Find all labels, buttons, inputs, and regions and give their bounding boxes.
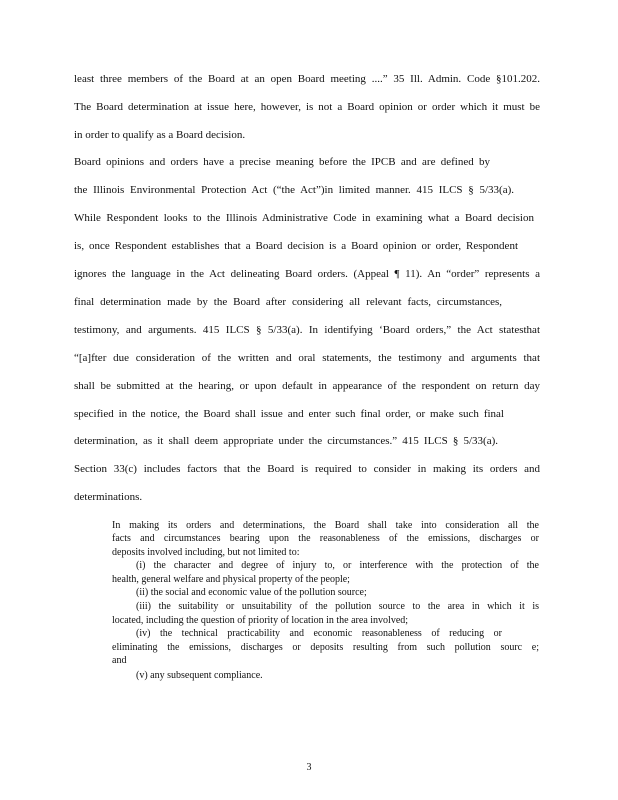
quote-line: located, including the question of priority of location in the area involved; xyxy=(112,615,409,626)
body-line: Board opinions and orders have a precise meaning before the IPCB and are defined by xyxy=(74,156,490,168)
body-line: Section 33(c) includes factors that the Board is required to consider in making its orders and xyxy=(74,463,540,475)
quote-line: (i) the character and degree of injury to, or interference with the protection of the xyxy=(136,560,539,571)
quote-line: In making its orders and determinations, the Board shall take into consideration all the xyxy=(112,520,539,531)
body-line: specified in the notice, the Board shall issue and enter such final order, or make such final xyxy=(74,408,504,420)
body-line: The Board determination at issue here, however, is not a Board opinion or order which it must be xyxy=(74,101,540,113)
body-line: shall be submitted at the hearing, or upon default in appearance of the respondent on return day xyxy=(74,380,540,392)
body-line: testimony, and arguments. 415 ILCS § 5/33(a). In identifying ‘Board orders,” the Act statesthat xyxy=(74,324,540,336)
quote-line: health, general welfare and physical property of the people; xyxy=(112,574,350,585)
quote-line: (ii) the social and economic value of the pollution source; xyxy=(136,587,367,598)
body-line: final determination made by the Board after considering all relevant facts, circumstances, xyxy=(74,296,502,308)
body-line: is, once Respondent establishes that a Board decision is a Board opinion or order, Respondent xyxy=(74,240,518,252)
body-line: determination, as it shall deem appropriate under the circumstances.” 415 ILCS § 5/33(a). xyxy=(74,435,498,447)
page-number: 3 xyxy=(306,762,312,773)
quote-line: (iv) the technical practicability and economic reasonableness of reducing or xyxy=(136,628,502,639)
body-line: determinations. xyxy=(74,491,143,503)
quote-line: deposits involved including, but not limited to: xyxy=(112,547,300,558)
body-line: least three members of the Board at an open Board meeting ....” 35 Ill. Admin. Code §101.202. xyxy=(74,73,540,85)
body-line: While Respondent looks to the Illinois Administrative Code in examining what a Board decision xyxy=(74,212,534,224)
quote-line: (iii) the suitability or unsuitability of the pollution source to the area in which it is xyxy=(136,601,539,612)
quote-line: facts and circumstances bearing upon the reasonableness of the emissions, discharges or xyxy=(112,533,539,544)
quote-line: eliminating the emissions, discharges or deposits resulting from such pollution sourc e; xyxy=(112,642,539,653)
body-line: “[a]fter due consideration of the written and oral statements, the testimony and arguments that xyxy=(74,352,540,364)
body-line: in order to qualify as a Board decision. xyxy=(74,129,246,141)
quote-line: (v) any subsequent compliance. xyxy=(136,670,263,681)
quote-line: and xyxy=(112,655,127,666)
body-line: the Illinois Environmental Protection Act (“the Act”)in limited manner. 415 ILCS § 5/33(a). xyxy=(74,184,514,196)
body-line: ignores the language in the Act delineating Board orders. (Appeal ¶ 11). An “order” represents a xyxy=(74,268,540,280)
